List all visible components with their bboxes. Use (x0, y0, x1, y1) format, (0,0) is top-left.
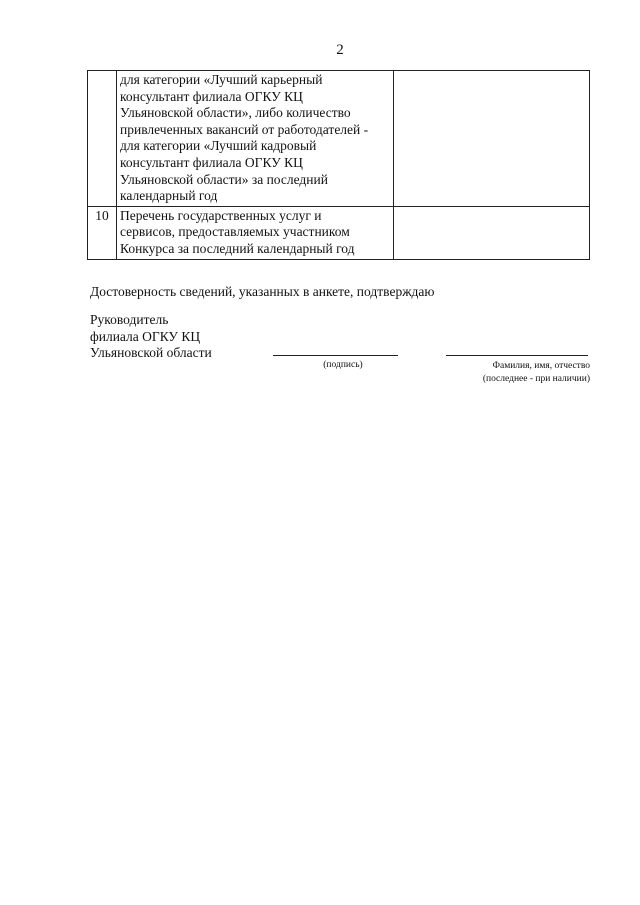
questionnaire-table (87, 70, 590, 260)
table-row (88, 71, 590, 207)
description-line: консультант филиала ОГКУ КЦ (120, 154, 303, 170)
description-line: привлеченных вакансий от работодателей - (120, 121, 369, 137)
description-line: Конкурса за последний календарный год (120, 240, 355, 256)
row-value-cell (394, 71, 590, 207)
description-line: для категории «Лучший кадровый (120, 138, 317, 154)
row-value-cell (394, 206, 590, 259)
page-number: 2 (336, 42, 344, 58)
description-line: для категории «Лучший карьерный (120, 72, 323, 87)
row-number-cell (88, 71, 117, 207)
description-line: Перечень государственных услуг и (120, 207, 322, 223)
signature-caption: (подпись) (323, 360, 363, 370)
row-description-cell (117, 206, 394, 259)
description-line: консультант филиала ОГКУ КЦ (120, 88, 303, 104)
signer-region: Ульяновской области (90, 345, 212, 361)
full-name-line (446, 355, 588, 356)
description-line: сервисов, предоставляемых участником (120, 224, 350, 240)
full-name-caption-note: (последнее - при наличии) (482, 373, 590, 384)
signer-organization: филиала ОГКУ КЦ (90, 328, 201, 344)
signer-position: Руководитель (90, 312, 169, 327)
confirmation-statement: Достоверность сведений, указанных в анкете, подтверждаю (90, 284, 435, 299)
full-name-caption (440, 360, 590, 385)
signature-line (273, 355, 398, 356)
signer-block (90, 312, 212, 362)
row-description-cell (117, 71, 394, 207)
description-line: Ульяновской области» за последний (120, 171, 328, 187)
description-line: Ульяновской области», либо количество (120, 105, 351, 121)
description-line: календарный год (120, 188, 218, 204)
full-name-caption-line: Фамилия, имя, отчество (492, 361, 590, 371)
table-row (88, 206, 590, 259)
row-number-cell: 10 (88, 206, 117, 259)
